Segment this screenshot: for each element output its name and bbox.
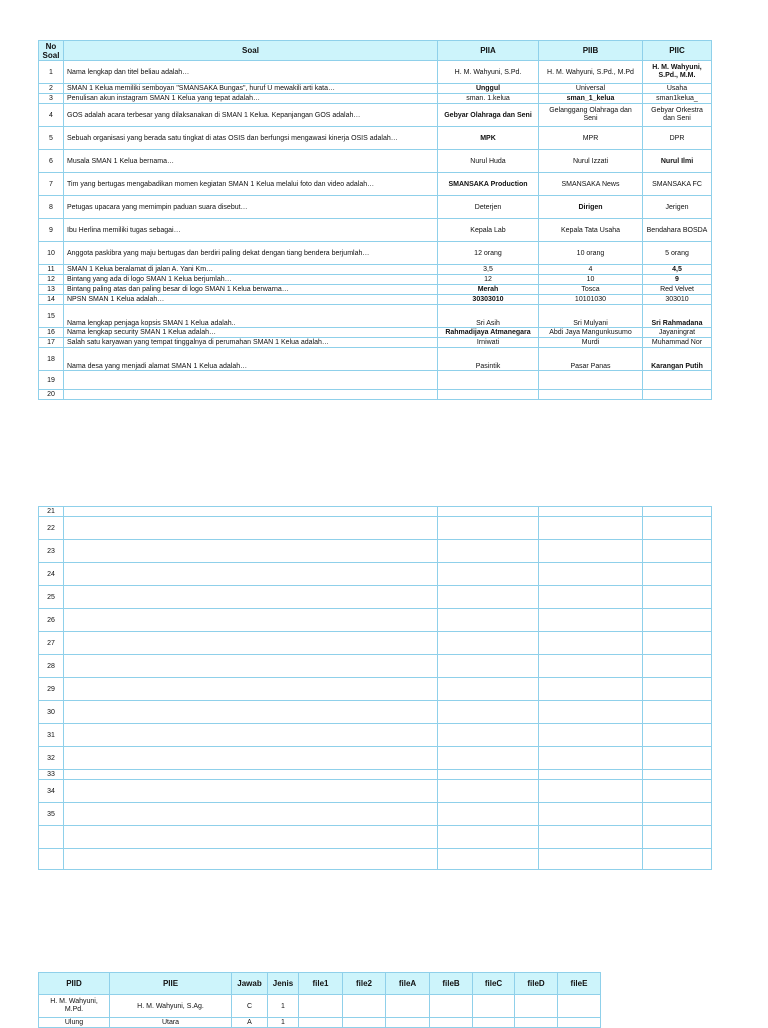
answer-b-cell [539, 849, 643, 870]
table-row [39, 563, 712, 586]
answer-a-cell: 3,5 [438, 265, 539, 275]
answer-a-cell: Kepala Lab [438, 219, 539, 242]
table-row [39, 586, 712, 609]
file-cell [515, 995, 558, 1018]
answer-b-cell [539, 701, 643, 724]
question-cell: GOS adalah acara terbesar yang dilaksanakan di SMAN 1 Kelua. Kepanjangan GOS adalah… [64, 104, 438, 127]
question-cell [64, 371, 438, 390]
answer-b-cell: H. M. Wahyuni, S.Pd., M.Pd [539, 61, 643, 84]
row-number: 31 [39, 724, 64, 747]
row-number: 24 [39, 563, 64, 586]
answer-a-cell: Deterjen [438, 196, 539, 219]
question-cell: SMAN 1 Kelua memiliki semboyan "SMANSAKA Bungas", huruf U mewakili arti kata… [64, 84, 438, 94]
answer-a-cell: SMANSAKA Production [438, 173, 539, 196]
file-cell [473, 995, 515, 1018]
header-fileE: fileE [558, 973, 601, 995]
answer-c-cell [643, 780, 712, 803]
table-row [39, 285, 712, 295]
answer-a-cell [438, 632, 539, 655]
answer-a-cell: H. M. Wahyuni, S.Pd. [438, 61, 539, 84]
answer-b-cell: Tosca [539, 285, 643, 295]
question-cell: Ibu Herlina memiliki tugas sebagai… [64, 219, 438, 242]
header-jawab: Jawab [232, 973, 268, 995]
answer-c-cell: 303010 [643, 295, 712, 305]
row-number: 4 [39, 104, 64, 127]
question-cell [64, 390, 438, 400]
answer-a-cell: Irniwati [438, 338, 539, 348]
table-row [39, 507, 712, 517]
row-number: 25 [39, 586, 64, 609]
question-cell [64, 701, 438, 724]
row-number: 30 [39, 701, 64, 724]
answer-a-cell: Merah [438, 285, 539, 295]
question-cell [64, 724, 438, 747]
answer-b-cell: SMANSAKA News [539, 173, 643, 196]
answer-b-cell [539, 371, 643, 390]
answer-a-cell [438, 609, 539, 632]
table-row [39, 150, 712, 173]
jawab-cell: A [232, 1018, 268, 1028]
table-row [39, 328, 712, 338]
question-cell [64, 747, 438, 770]
question-cell: SMAN 1 Kelua beralamat di jalan A. Yani Km… [64, 265, 438, 275]
answer-c-cell [643, 517, 712, 540]
answer-c-cell [643, 655, 712, 678]
answer-e-cell: Utara [110, 1018, 232, 1028]
question-cell [64, 507, 438, 517]
answer-a-cell [438, 849, 539, 870]
answer-b-cell [539, 780, 643, 803]
question-cell [64, 826, 438, 849]
question-cell: Tim yang bertugas mengabadikan momen kegiatan SMAN 1 Kelua melalui foto dan video adalah… [64, 173, 438, 196]
row-number: 2 [39, 84, 64, 94]
table-row [39, 747, 712, 770]
answer-b-cell: Kepala Tata Usaha [539, 219, 643, 242]
answer-c-cell [643, 371, 712, 390]
table-row [39, 127, 712, 150]
table-row [39, 265, 712, 275]
answer-b-cell [539, 563, 643, 586]
answer-b-cell: 10 orang [539, 242, 643, 265]
table-row [39, 632, 712, 655]
answer-c-cell: SMANSAKA FC [643, 173, 712, 196]
file-cell [515, 1018, 558, 1028]
answer-b-cell [539, 826, 643, 849]
answer-c-cell [643, 803, 712, 826]
row-number: 21 [39, 507, 64, 517]
file-cell [473, 1018, 515, 1028]
answer-a-cell [438, 826, 539, 849]
table-row [39, 701, 712, 724]
table-row [39, 390, 712, 400]
question-cell: Sebuah organisasi yang berada satu tingkat di atas OSIS dan berfungsi mengawasi kinerja OSIS adalah… [64, 127, 438, 150]
answer-c-cell: H. M. Wahyuni, S.Pd., M.M. [643, 61, 712, 84]
answer-a-cell: 30303010 [438, 295, 539, 305]
answer-b-cell: sman_1_kelua [539, 94, 643, 104]
answer-c-cell: 5 orang [643, 242, 712, 265]
answer-a-cell: Pasintik [438, 348, 539, 371]
table-row [39, 995, 601, 1018]
answer-a-cell [438, 803, 539, 826]
answer-c-cell: Bendahara BOSDA [643, 219, 712, 242]
answer-a-cell: MPK [438, 127, 539, 150]
row-number: 22 [39, 517, 64, 540]
answer-a-cell [438, 724, 539, 747]
question-cell: Nama lengkap penjaga kopsis SMAN 1 Kelua adalah.. [64, 305, 438, 328]
answer-c-cell [643, 826, 712, 849]
answer-b-cell: Nurul Izzati [539, 150, 643, 173]
header-file2: file2 [343, 973, 386, 995]
answer-b-cell [539, 747, 643, 770]
questions-table [38, 40, 712, 400]
answer-b-cell: 10 [539, 275, 643, 285]
question-cell [64, 849, 438, 870]
answer-c-cell [643, 507, 712, 517]
answer-a-cell [438, 701, 539, 724]
answer-b-cell [539, 390, 643, 400]
answer-b-cell: 10101030 [539, 295, 643, 305]
answer-a-cell [438, 371, 539, 390]
answer-c-cell: Red Velvet [643, 285, 712, 295]
row-number: 18 [39, 348, 64, 371]
answer-d-cell: H. M. Wahyuni, M.Pd. [39, 995, 110, 1018]
question-cell [64, 678, 438, 701]
extra-columns-table [38, 972, 601, 1028]
question-cell [64, 780, 438, 803]
file-cell [558, 995, 601, 1018]
row-number: 34 [39, 780, 64, 803]
table-row [39, 305, 712, 328]
answer-c-cell [643, 540, 712, 563]
answer-d-cell: Ulung [39, 1018, 110, 1028]
answer-c-cell: sman1kelua_ [643, 94, 712, 104]
question-cell: Bintang paling atas dan paling besar di logo SMAN 1 Kelua berwarna… [64, 285, 438, 295]
answer-a-cell: Rahmadijaya Atmanegara [438, 328, 539, 338]
answer-b-cell [539, 540, 643, 563]
answer-a-cell [438, 563, 539, 586]
table-row [39, 770, 712, 780]
answer-c-cell [643, 747, 712, 770]
answer-c-cell [643, 770, 712, 780]
table-row [39, 540, 712, 563]
answer-b-cell [539, 770, 643, 780]
jenis-cell: 1 [268, 995, 299, 1018]
header-row [39, 41, 712, 61]
row-number: 1 [39, 61, 64, 84]
row-number: 27 [39, 632, 64, 655]
header-piia: PIIA [438, 41, 539, 61]
answer-c-cell [643, 586, 712, 609]
table-row [39, 104, 712, 127]
table-row [39, 173, 712, 196]
question-cell [64, 770, 438, 780]
file-cell [430, 1018, 473, 1028]
answer-c-cell: Nurul Ilmi [643, 150, 712, 173]
row-number: 14 [39, 295, 64, 305]
answer-c-cell [643, 678, 712, 701]
answer-b-cell [539, 507, 643, 517]
answer-b-cell: Sri Mulyani [539, 305, 643, 328]
question-cell: Penulisan akun instagram SMAN 1 Kelua yang tepat adalah… [64, 94, 438, 104]
file-cell [299, 995, 343, 1018]
answer-c-cell [643, 563, 712, 586]
answer-a-cell: Unggul [438, 84, 539, 94]
question-cell: Nama lengkap security SMAN 1 Kelua adalah… [64, 328, 438, 338]
answer-a-cell [438, 586, 539, 609]
row-number: 33 [39, 770, 64, 780]
row-number: 15 [39, 305, 64, 328]
question-cell [64, 655, 438, 678]
answer-b-cell: Dirigen [539, 196, 643, 219]
file-cell [386, 1018, 430, 1028]
table-row [39, 826, 712, 849]
table-row [39, 84, 712, 94]
answer-c-cell [643, 390, 712, 400]
answer-a-cell [438, 390, 539, 400]
answer-a-cell [438, 747, 539, 770]
answer-b-cell: 4 [539, 265, 643, 275]
answer-b-cell: Pasar Panas [539, 348, 643, 371]
header-piic: PIIC [643, 41, 712, 61]
answer-c-cell [643, 849, 712, 870]
question-cell: Nama desa yang menjadi alamat SMAN 1 Kelua adalah… [64, 348, 438, 371]
file-cell [430, 995, 473, 1018]
jawab-cell: C [232, 995, 268, 1018]
row-number: 5 [39, 127, 64, 150]
row-number: 3 [39, 94, 64, 104]
answer-c-cell: Gebyar Orkestra dan Seni [643, 104, 712, 127]
row-number: 6 [39, 150, 64, 173]
answer-c-cell: 4,5 [643, 265, 712, 275]
answer-b-cell [539, 678, 643, 701]
table-row [39, 849, 712, 870]
question-cell: Bintang yang ada di logo SMAN 1 Kelua berjumlah… [64, 275, 438, 285]
question-cell: Musala SMAN 1 Kelua bernama… [64, 150, 438, 173]
table-row [39, 803, 712, 826]
answer-b-cell [539, 803, 643, 826]
answer-c-cell: Karangan Putih [643, 348, 712, 371]
answer-b-cell [539, 655, 643, 678]
row-number: 11 [39, 265, 64, 275]
answer-c-cell: Jerigen [643, 196, 712, 219]
answer-c-cell [643, 632, 712, 655]
answer-c-cell: Usaha [643, 84, 712, 94]
question-cell [64, 517, 438, 540]
header-fileB: fileB [430, 973, 473, 995]
answer-b-cell [539, 724, 643, 747]
file-cell [386, 995, 430, 1018]
row-number: 16 [39, 328, 64, 338]
answer-c-cell: DPR [643, 127, 712, 150]
table-row [39, 780, 712, 803]
question-cell: Petugas upacara yang memimpin paduan suara disebut… [64, 196, 438, 219]
file-cell [343, 995, 386, 1018]
answer-b-cell [539, 517, 643, 540]
file-cell [343, 1018, 386, 1028]
row-number: 28 [39, 655, 64, 678]
row-number: 35 [39, 803, 64, 826]
answer-c-cell: Muhammad Nor [643, 338, 712, 348]
header-fileA: fileA [386, 973, 430, 995]
answer-a-cell: Gebyar Olahraga dan Seni [438, 104, 539, 127]
table-row [39, 678, 712, 701]
header-fileD: fileD [515, 973, 558, 995]
answer-a-cell: Sri Asih [438, 305, 539, 328]
header-piib: PIIB [539, 41, 643, 61]
question-cell: Nama lengkap dan titel beliau adalah… [64, 61, 438, 84]
file-cell [558, 1018, 601, 1028]
row-number: 29 [39, 678, 64, 701]
table-row [39, 61, 712, 84]
row-number: 10 [39, 242, 64, 265]
jenis-cell: 1 [268, 1018, 299, 1028]
answer-c-cell [643, 724, 712, 747]
answer-b-cell: MPR [539, 127, 643, 150]
answer-a-cell: sman. 1.kelua [438, 94, 539, 104]
table-row [39, 348, 712, 371]
questions-table-continued [38, 506, 712, 870]
question-cell [64, 609, 438, 632]
header-piid: PIID [39, 973, 110, 995]
row-number: 23 [39, 540, 64, 563]
answer-a-cell: 12 [438, 275, 539, 285]
file-cell [299, 1018, 343, 1028]
table-row [39, 609, 712, 632]
answer-a-cell: Nurul Huda [438, 150, 539, 173]
table-row [39, 94, 712, 104]
answer-a-cell [438, 780, 539, 803]
header-fileC: fileC [473, 973, 515, 995]
row-number: 17 [39, 338, 64, 348]
answer-c-cell [643, 609, 712, 632]
question-cell: Anggota paskibra yang maju bertugas dan berdiri paling dekat dengan tiang bendera berjumlah… [64, 242, 438, 265]
table-row [39, 196, 712, 219]
header-piie: PIIE [110, 973, 232, 995]
answer-a-cell [438, 540, 539, 563]
row-number: 7 [39, 173, 64, 196]
row-number [39, 826, 64, 849]
row-number: 20 [39, 390, 64, 400]
table-row [39, 242, 712, 265]
answer-b-cell: Abdi Jaya Mangunkusumo [539, 328, 643, 338]
question-cell: Salah satu karyawan yang tempat tinggalnya di perumahan SMAN 1 Kelua adalah… [64, 338, 438, 348]
answer-a-cell [438, 655, 539, 678]
header-row [39, 973, 601, 995]
answer-a-cell: 12 orang [438, 242, 539, 265]
header-no-soal: No Soal [39, 41, 64, 61]
answer-b-cell: Universal [539, 84, 643, 94]
question-cell: NPSN SMAN 1 Kelua adalah… [64, 295, 438, 305]
answer-b-cell [539, 586, 643, 609]
table-row [39, 338, 712, 348]
table-row [39, 275, 712, 285]
question-cell [64, 803, 438, 826]
header-soal: Soal [64, 41, 438, 61]
row-number [39, 849, 64, 870]
answer-c-cell: Jayaningrat [643, 328, 712, 338]
row-number: 19 [39, 371, 64, 390]
table-row [39, 1018, 601, 1028]
answer-c-cell: Sri Rahmadana [643, 305, 712, 328]
row-number: 26 [39, 609, 64, 632]
answer-e-cell: H. M. Wahyuni, S.Ag. [110, 995, 232, 1018]
row-number: 12 [39, 275, 64, 285]
header-file1: file1 [299, 973, 343, 995]
answer-b-cell: Gelanggang Olahraga dan Seni [539, 104, 643, 127]
header-jenis: Jenis [268, 973, 299, 995]
row-number: 9 [39, 219, 64, 242]
answer-b-cell [539, 609, 643, 632]
table-row [39, 219, 712, 242]
question-cell [64, 586, 438, 609]
question-cell [64, 563, 438, 586]
answer-a-cell [438, 678, 539, 701]
answer-a-cell [438, 507, 539, 517]
table-row [39, 655, 712, 678]
table-row [39, 517, 712, 540]
answer-b-cell [539, 632, 643, 655]
table-row [39, 371, 712, 390]
answer-a-cell [438, 770, 539, 780]
row-number: 8 [39, 196, 64, 219]
table-row [39, 295, 712, 305]
answer-b-cell: Murdi [539, 338, 643, 348]
table-row [39, 724, 712, 747]
answer-a-cell [438, 517, 539, 540]
question-cell [64, 632, 438, 655]
answer-c-cell: 9 [643, 275, 712, 285]
question-cell [64, 540, 438, 563]
row-number: 32 [39, 747, 64, 770]
answer-c-cell [643, 701, 712, 724]
row-number: 13 [39, 285, 64, 295]
